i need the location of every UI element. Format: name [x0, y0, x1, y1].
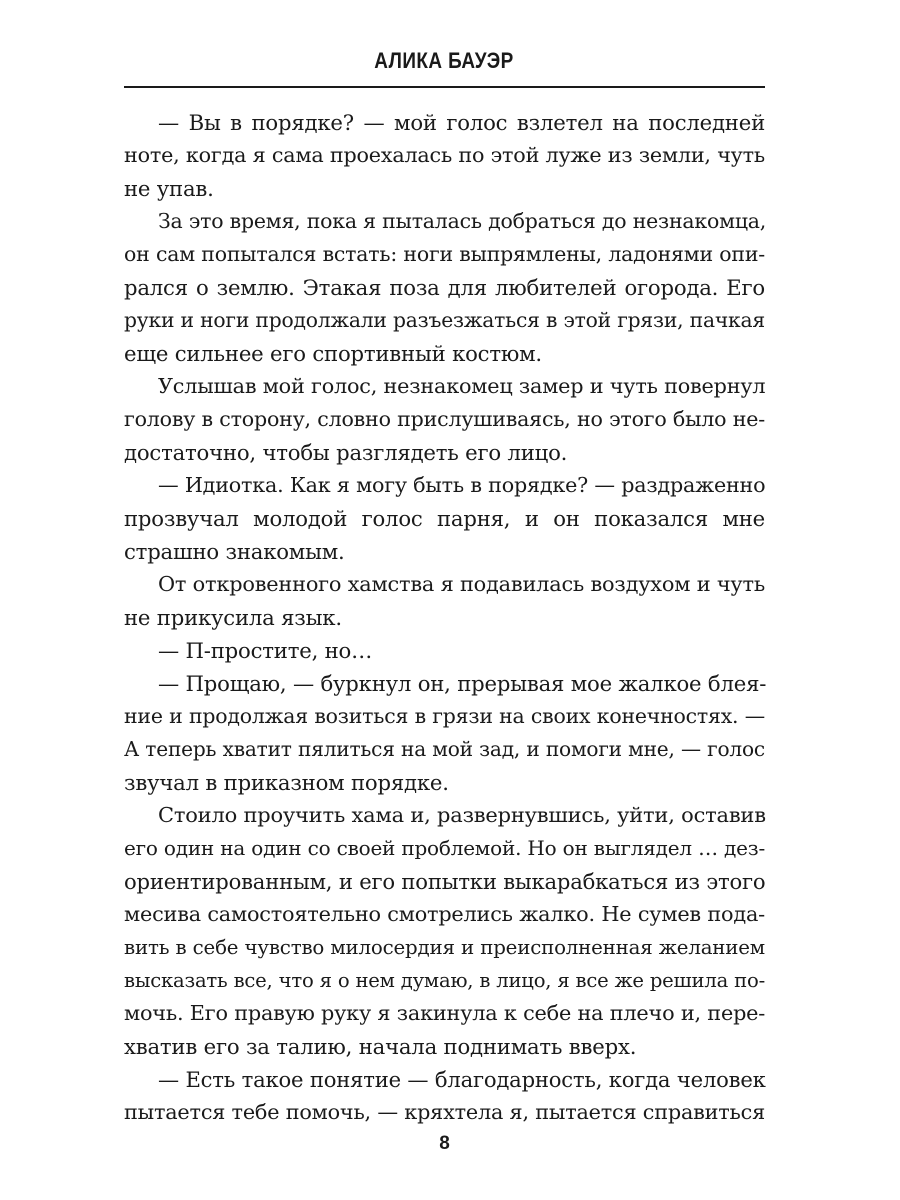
running-header-author: АЛИКА БАУЭР	[374, 48, 514, 73]
text-line: пытается тебе помочь, — кряхтела я, пытается справиться	[124, 1100, 765, 1124]
paragraph	[124, 106, 765, 205]
paragraph	[124, 469, 765, 568]
paragraph	[124, 205, 765, 370]
text-line: — Вы в порядке? — мой голос взлетел на последней	[158, 110, 765, 135]
text-line: руки и ноги продолжали разъезжаться в этой грязи, пачкая	[124, 308, 765, 332]
body-text	[124, 106, 765, 1129]
paragraph	[124, 568, 765, 634]
text-line: мочь. Его правую руку я закинула к себе на плечо и, пере-	[124, 1001, 766, 1025]
paragraph	[124, 667, 765, 799]
text-line: рался о землю. Этакая поза для любителей огорода. Его	[124, 275, 765, 300]
text-line: хватив его за талию, начала поднимать вверх.	[124, 1034, 637, 1059]
text-line: От откровенного хамства я подавилась воздухом и чуть	[158, 572, 765, 596]
text-line: голову в сторону, словно прислушиваясь, но этого было не-	[124, 407, 765, 431]
text-line: не прикусила язык.	[124, 605, 342, 630]
text-line: он сам попытался встать: ноги выпрямлены, ладонями опи-	[124, 242, 765, 266]
text-line: А теперь хватит пялиться на мой зад, и помоги мне, — голос	[124, 737, 765, 761]
page-number: 8	[439, 1133, 450, 1154]
paragraph	[124, 370, 765, 469]
text-line: — Прощаю, — буркнул он, прерывая мое жалкое блея-	[158, 671, 767, 696]
text-line: прозвучал молодой голос парня, и он показался мне	[124, 506, 765, 531]
text-line: высказать все, что я о нем думаю, в лицо, я все же решила по-	[124, 969, 765, 992]
text-line: За это время, пока я пыталась добраться до незнакомца,	[158, 209, 767, 233]
paragraph	[124, 634, 765, 667]
text-line: еще сильнее его спортивный костюм.	[124, 341, 542, 366]
paragraph	[124, 1063, 765, 1129]
paragraph	[124, 799, 765, 1063]
text-line: — Идиотка. Как я могу быть в порядке? — раздраженно	[158, 473, 766, 497]
text-line: — Есть такое понятие — благодарность, когда человек	[158, 1067, 766, 1092]
text-line: не упав.	[124, 176, 214, 201]
text-line: страшно знакомым.	[124, 539, 345, 564]
text-line: вить в себе чувство милосердия и преисполненная желанием	[124, 936, 765, 959]
text-line: Стоило проучить хама и, развернувшись, уйти, оставив	[158, 803, 766, 827]
text-line: — П-простите, но…	[158, 638, 373, 663]
text-line: звучал в приказном порядке.	[124, 770, 449, 795]
header-rule	[124, 86, 765, 88]
text-line: ние и продолжая возиться в грязи на своих конечностях. —	[124, 704, 765, 728]
text-line: его один на один со своей проблемой. Но он выглядел … дез-	[124, 836, 765, 860]
text-line: ноте, когда я сама проехалась по этой луже из земли, чуть	[124, 143, 765, 167]
text-line: достаточно, чтобы разглядеть его лицо.	[124, 440, 568, 465]
text-line: месива самостоятельно смотрелись жалко. Не сумев пода-	[124, 902, 765, 926]
text-line: ориентированным, и его попытки выкарабкаться из этого	[124, 869, 766, 894]
text-line: Услышав мой голос, незнакомец замер и чуть повернул	[158, 374, 766, 398]
